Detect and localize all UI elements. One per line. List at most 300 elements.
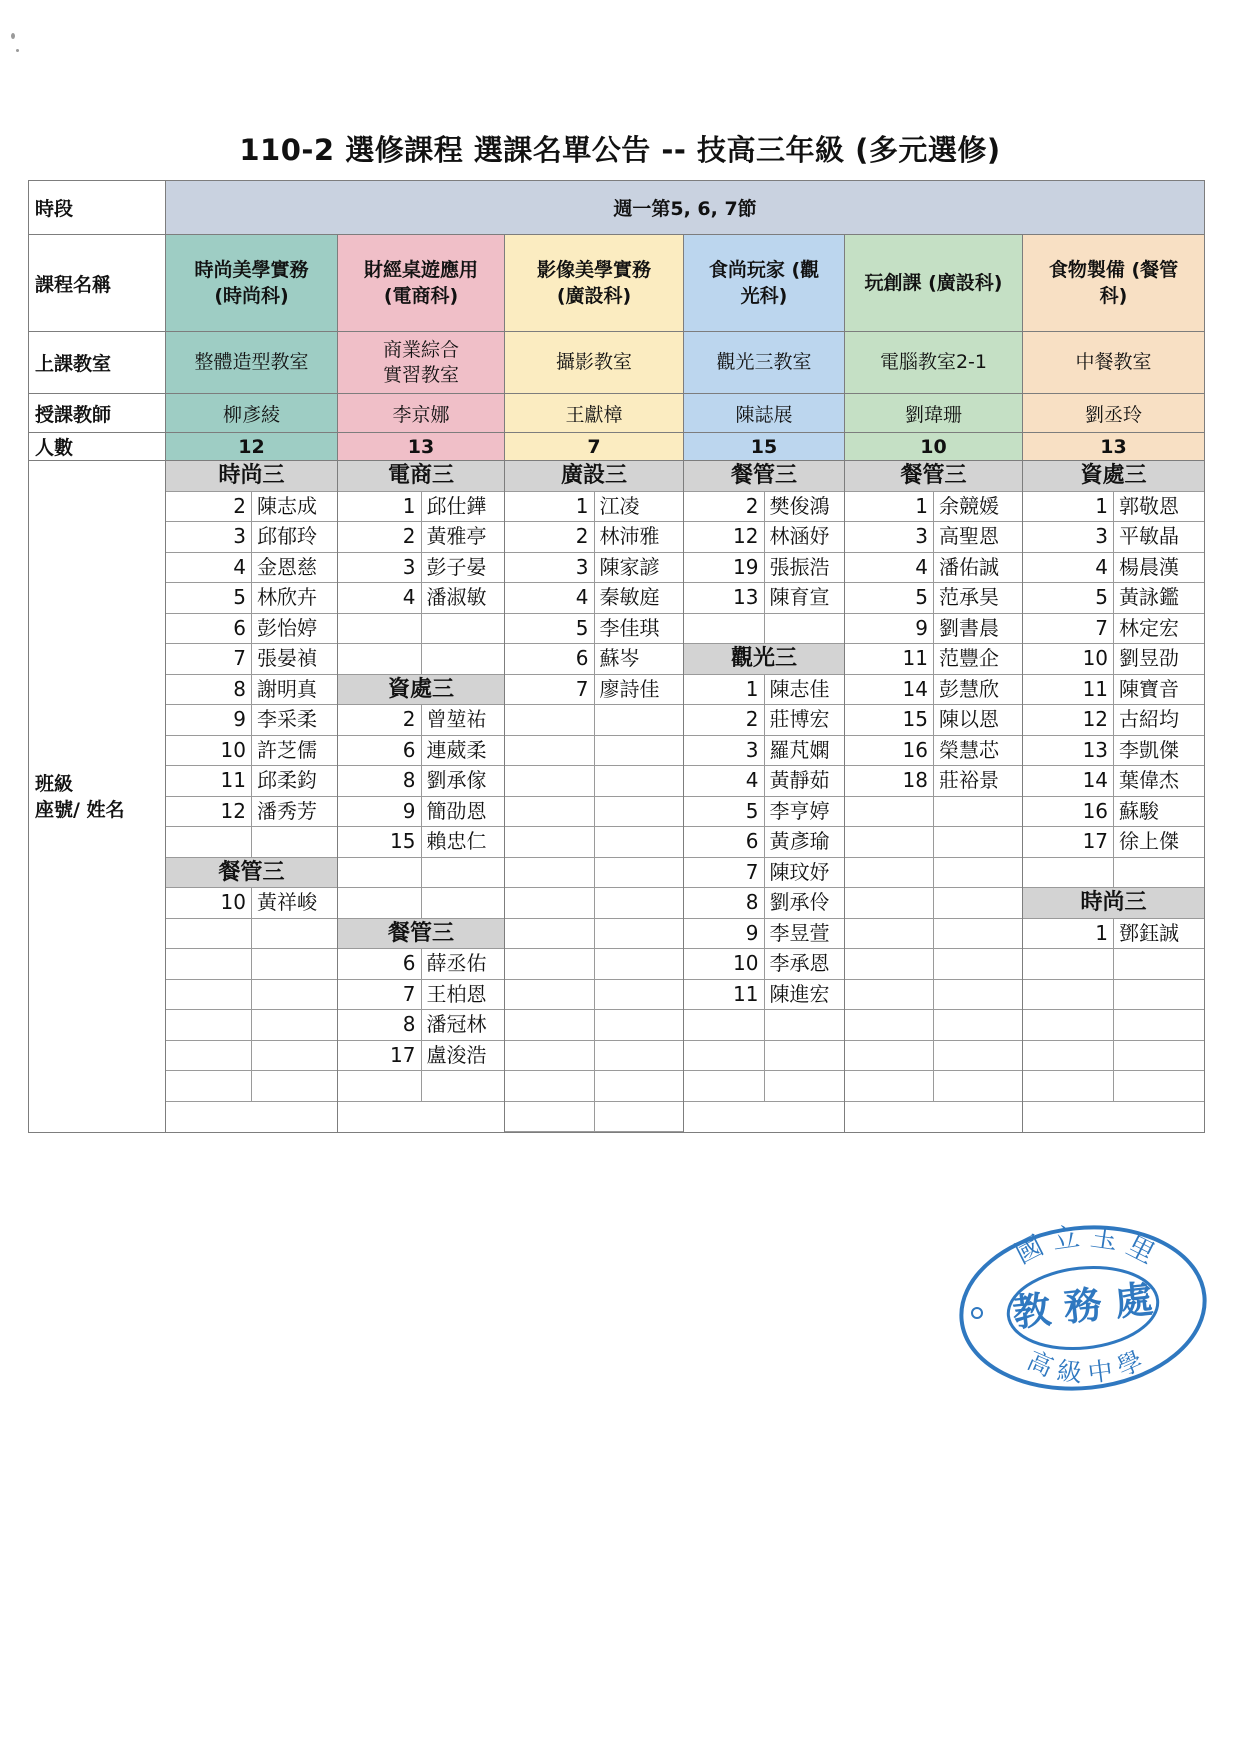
student-row <box>505 857 683 888</box>
student-row <box>166 1071 337 1102</box>
seat-number <box>505 1010 594 1041</box>
student-name: 潘冠林 <box>421 1010 504 1041</box>
seat-number: 1 <box>1023 491 1114 522</box>
course-name-4: 食尚玩家 (觀 光科) <box>684 235 845 332</box>
seat-number: 4 <box>1023 552 1114 583</box>
student-row <box>845 583 1022 614</box>
seat-number: 10 <box>166 888 252 919</box>
seat-number <box>505 766 594 797</box>
student-row <box>684 1071 844 1102</box>
student-name: 楊晨漢 <box>1114 552 1205 583</box>
seat-number: 3 <box>684 735 764 766</box>
student-name: 陳家諺 <box>594 552 683 583</box>
student-row <box>845 613 1022 644</box>
student-row <box>338 766 504 797</box>
student-name <box>594 888 683 919</box>
seat-number: 1 <box>1023 918 1114 949</box>
course-name-3: 影像美學實務 (廣設科) <box>505 235 684 332</box>
student-count-6: 13 <box>1023 433 1205 461</box>
student-row <box>684 491 844 522</box>
seat-number <box>338 888 421 919</box>
seat-number: 12 <box>166 796 252 827</box>
student-name: 陳玟妤 <box>764 857 844 888</box>
student-name <box>764 1071 844 1102</box>
seat-number: 9 <box>166 705 252 736</box>
seat-number <box>166 979 252 1010</box>
student-name: 曾堃祐 <box>421 705 504 736</box>
seat-number: 3 <box>505 552 594 583</box>
student-row <box>684 857 844 888</box>
student-name: 王柏恩 <box>421 979 504 1010</box>
seat-number <box>1023 1040 1114 1071</box>
student-row <box>845 644 1022 675</box>
student-name <box>934 888 1023 919</box>
student-row <box>845 827 1022 858</box>
student-row <box>845 979 1022 1010</box>
roster-column-1 <box>166 461 338 1133</box>
student-name <box>252 1071 338 1102</box>
roster-list <box>505 461 683 1132</box>
student-row <box>684 949 844 980</box>
student-name: 陳志成 <box>252 491 338 522</box>
student-row <box>1023 491 1204 522</box>
seat-number <box>845 857 934 888</box>
seat-number <box>166 1071 252 1102</box>
seat-number: 5 <box>1023 583 1114 614</box>
student-name: 簡劭恩 <box>421 796 504 827</box>
course-roster-table <box>28 180 1205 1133</box>
student-row <box>845 491 1022 522</box>
seat-number: 3 <box>166 522 252 553</box>
student-row <box>845 857 1022 888</box>
seat-number: 2 <box>684 491 764 522</box>
student-row <box>684 827 844 858</box>
student-name <box>594 1071 683 1102</box>
seat-number <box>1023 857 1114 888</box>
student-row <box>338 979 504 1010</box>
course-name-label: 課程名稱 <box>29 235 166 332</box>
roster-list <box>1023 461 1204 1102</box>
seat-number <box>845 827 934 858</box>
seat-number <box>845 918 934 949</box>
student-row <box>166 888 337 919</box>
student-name: 樊俊鴻 <box>764 491 844 522</box>
student-row <box>845 766 1022 797</box>
seat-number <box>505 918 594 949</box>
class-group-label: 時尚三 <box>1023 888 1204 919</box>
student-row <box>1023 766 1204 797</box>
student-name: 徐上傑 <box>1114 827 1205 858</box>
class-group-label: 時尚三 <box>166 461 337 491</box>
student-name <box>594 1010 683 1041</box>
student-name: 平敏晶 <box>1114 522 1205 553</box>
student-name <box>764 1010 844 1041</box>
student-row <box>338 583 504 614</box>
student-name <box>934 1010 1023 1041</box>
student-row <box>1023 827 1204 858</box>
student-row <box>1023 979 1204 1010</box>
seat-number: 2 <box>505 522 594 553</box>
student-row <box>1023 1040 1204 1071</box>
student-row <box>845 949 1022 980</box>
seat-number <box>845 1071 934 1102</box>
student-row <box>338 705 504 736</box>
student-row <box>166 674 337 705</box>
student-count-1: 12 <box>166 433 338 461</box>
student-row <box>1023 583 1204 614</box>
class-group-header <box>338 674 504 705</box>
seat-number <box>1023 949 1114 980</box>
student-row <box>338 1071 504 1102</box>
student-name: 莊裕景 <box>934 766 1023 797</box>
seat-number: 16 <box>1023 796 1114 827</box>
seat-number: 6 <box>338 735 421 766</box>
class-group-label: 餐管三 <box>166 857 337 888</box>
student-name: 江凌 <box>594 491 683 522</box>
student-name <box>594 979 683 1010</box>
student-row <box>166 583 337 614</box>
student-row <box>684 1040 844 1071</box>
seat-number: 1 <box>338 491 421 522</box>
student-name: 潘佑誠 <box>934 552 1023 583</box>
student-row <box>505 552 683 583</box>
student-count-5: 10 <box>845 433 1023 461</box>
student-name: 賴忠仁 <box>421 827 504 858</box>
roster-column-4 <box>684 461 845 1133</box>
seat-number: 7 <box>1023 613 1114 644</box>
class-group-label: 餐管三 <box>684 461 844 491</box>
student-row <box>1023 1071 1204 1102</box>
seat-number: 16 <box>845 735 934 766</box>
seat-number: 8 <box>684 888 764 919</box>
student-name: 陳進宏 <box>764 979 844 1010</box>
student-row <box>166 918 337 949</box>
seat-number: 18 <box>845 766 934 797</box>
student-name <box>1114 1010 1205 1041</box>
student-name <box>764 1040 844 1071</box>
classroom-1: 整體造型教室 <box>166 332 338 394</box>
student-row <box>166 1040 337 1071</box>
roster-list <box>845 461 1022 1102</box>
student-name <box>1114 1040 1205 1071</box>
student-name: 李凱傑 <box>1114 735 1205 766</box>
student-row <box>505 613 683 644</box>
seat-number: 4 <box>166 552 252 583</box>
student-name <box>934 918 1023 949</box>
class-group-label: 餐管三 <box>338 918 504 949</box>
student-name: 李亨婷 <box>764 796 844 827</box>
student-name <box>934 857 1023 888</box>
student-name <box>594 796 683 827</box>
student-row <box>338 522 504 553</box>
student-name <box>934 1071 1023 1102</box>
class-group-header <box>166 461 337 491</box>
roster-label: 班級 座號/ 姓名 <box>29 461 166 1133</box>
student-row <box>1023 1010 1204 1041</box>
scan-speck <box>11 33 15 39</box>
seat-number: 10 <box>684 949 764 980</box>
student-name <box>594 735 683 766</box>
period-row <box>29 181 1205 235</box>
student-count-2: 13 <box>338 433 505 461</box>
seat-number <box>505 949 594 980</box>
student-row <box>338 888 504 919</box>
student-row <box>845 674 1022 705</box>
student-row <box>505 949 683 980</box>
roster-list <box>684 461 844 1102</box>
roster-column-5 <box>845 461 1023 1133</box>
student-row <box>166 491 337 522</box>
student-name <box>252 1040 338 1071</box>
class-group-header <box>684 461 844 491</box>
class-group-header <box>845 461 1022 491</box>
seat-number: 14 <box>1023 766 1114 797</box>
student-name: 劉書晨 <box>934 613 1023 644</box>
student-row <box>684 552 844 583</box>
seat-number <box>1023 979 1114 1010</box>
student-row <box>166 827 337 858</box>
seat-number <box>338 857 421 888</box>
seat-number: 11 <box>845 644 934 675</box>
student-row <box>338 827 504 858</box>
course-name-row <box>29 235 1205 332</box>
seat-number: 8 <box>166 674 252 705</box>
student-name: 鄧鈺誠 <box>1114 918 1205 949</box>
seat-number <box>166 949 252 980</box>
student-row <box>505 1101 683 1132</box>
student-name: 連葳柔 <box>421 735 504 766</box>
student-row <box>338 735 504 766</box>
student-name: 邱仕鏵 <box>421 491 504 522</box>
seat-number: 4 <box>505 583 594 614</box>
seat-number: 7 <box>166 644 252 675</box>
class-group-header <box>166 857 337 888</box>
seat-number: 1 <box>505 491 594 522</box>
seat-number: 12 <box>684 522 764 553</box>
student-name <box>1114 949 1205 980</box>
student-name: 葉偉杰 <box>1114 766 1205 797</box>
seat-number: 9 <box>684 918 764 949</box>
student-row <box>505 735 683 766</box>
student-name <box>421 888 504 919</box>
student-name: 陳以恩 <box>934 705 1023 736</box>
student-name: 陳志佳 <box>764 674 844 705</box>
student-name: 廖詩佳 <box>594 674 683 705</box>
seat-number: 11 <box>166 766 252 797</box>
student-row <box>505 766 683 797</box>
student-name: 林沛雅 <box>594 522 683 553</box>
student-row <box>505 522 683 553</box>
roster-list <box>338 461 504 1102</box>
student-name: 李昱萱 <box>764 918 844 949</box>
seat-number: 7 <box>505 674 594 705</box>
student-name: 陳育宣 <box>764 583 844 614</box>
seat-number: 9 <box>845 613 934 644</box>
student-count-3: 7 <box>505 433 684 461</box>
student-name: 秦敏庭 <box>594 583 683 614</box>
seat-number <box>1023 1071 1114 1102</box>
student-name <box>934 796 1023 827</box>
student-row <box>505 827 683 858</box>
student-name: 薛丞佑 <box>421 949 504 980</box>
student-row <box>505 705 683 736</box>
student-row <box>1023 613 1204 644</box>
seat-number: 10 <box>166 735 252 766</box>
student-name: 邱郁玲 <box>252 522 338 553</box>
seat-number <box>505 735 594 766</box>
student-row <box>338 1010 504 1041</box>
student-row <box>684 522 844 553</box>
student-row <box>166 1010 337 1041</box>
student-row <box>845 796 1022 827</box>
class-group-header <box>338 461 504 491</box>
student-name: 黃靜茹 <box>764 766 844 797</box>
seat-number: 3 <box>338 552 421 583</box>
student-row <box>684 796 844 827</box>
student-name <box>594 1040 683 1071</box>
teacher-label: 授課教師 <box>29 394 166 433</box>
seat-number: 10 <box>1023 644 1114 675</box>
student-row <box>166 796 337 827</box>
student-name <box>594 857 683 888</box>
student-name: 榮慧芯 <box>934 735 1023 766</box>
seat-number: 11 <box>1023 674 1114 705</box>
classroom-2: 商業綜合 實習教室 <box>338 332 505 394</box>
student-name <box>594 949 683 980</box>
student-row <box>338 796 504 827</box>
student-row <box>845 1040 1022 1071</box>
classroom-row <box>29 332 1205 394</box>
class-group-label: 餐管三 <box>845 461 1022 491</box>
seat-number: 4 <box>845 552 934 583</box>
student-row <box>1023 796 1204 827</box>
student-row <box>684 918 844 949</box>
student-row <box>1023 735 1204 766</box>
seat-number <box>338 613 421 644</box>
student-row <box>1023 552 1204 583</box>
student-name: 謝明真 <box>252 674 338 705</box>
student-row <box>338 644 504 675</box>
seat-number <box>845 1010 934 1041</box>
scan-speck <box>16 49 19 52</box>
student-count-4: 15 <box>684 433 845 461</box>
course-name-2: 財經桌遊應用 (電商科) <box>338 235 505 332</box>
student-row <box>505 796 683 827</box>
stamp-center-text: 教 務 處 <box>1010 1275 1155 1336</box>
seat-number: 9 <box>338 796 421 827</box>
seat-number: 15 <box>845 705 934 736</box>
seat-number: 2 <box>166 491 252 522</box>
seat-number <box>684 1040 764 1071</box>
student-name: 陳寶音 <box>1114 674 1205 705</box>
student-name: 潘秀芳 <box>252 796 338 827</box>
count-label: 人數 <box>29 433 166 461</box>
student-name: 黃詠鑑 <box>1114 583 1205 614</box>
student-name <box>1114 979 1205 1010</box>
student-row <box>166 552 337 583</box>
student-name: 黃祥峻 <box>252 888 338 919</box>
student-row <box>845 705 1022 736</box>
teacher-5: 劉瑋珊 <box>845 394 1023 433</box>
seat-number: 6 <box>338 949 421 980</box>
seat-number: 13 <box>1023 735 1114 766</box>
seat-number <box>845 888 934 919</box>
seat-number <box>338 644 421 675</box>
student-name: 黃雅亭 <box>421 522 504 553</box>
student-name: 李采柔 <box>252 705 338 736</box>
student-name: 黃彥瑜 <box>764 827 844 858</box>
student-name <box>421 1071 504 1102</box>
student-row <box>166 766 337 797</box>
student-name: 許芝儒 <box>252 735 338 766</box>
student-row <box>684 888 844 919</box>
student-row <box>684 979 844 1010</box>
seat-number <box>845 1040 934 1071</box>
student-name: 林欣卉 <box>252 583 338 614</box>
seat-number <box>684 1071 764 1102</box>
roster-column-3 <box>505 461 684 1133</box>
student-row <box>166 735 337 766</box>
student-name <box>934 1040 1023 1071</box>
student-name: 范承昊 <box>934 583 1023 614</box>
student-name <box>934 979 1023 1010</box>
stamp-top-text: 國 立 玉 里 <box>1010 1221 1160 1271</box>
student-row <box>684 705 844 736</box>
seat-number <box>505 705 594 736</box>
class-group-label: 廣設三 <box>505 461 683 491</box>
student-name <box>1114 857 1205 888</box>
student-name <box>594 827 683 858</box>
student-name <box>594 766 683 797</box>
office-seal-stamp <box>955 1218 1210 1393</box>
student-name <box>252 949 338 980</box>
student-row <box>166 613 337 644</box>
student-name: 潘淑敏 <box>421 583 504 614</box>
student-row <box>505 1040 683 1071</box>
roster-column-6 <box>1023 461 1205 1133</box>
student-row <box>505 918 683 949</box>
seat-number: 5 <box>505 613 594 644</box>
student-row <box>845 888 1022 919</box>
teacher-row <box>29 394 1205 433</box>
roster-row <box>29 461 1205 1133</box>
seat-number <box>505 796 594 827</box>
seat-number <box>684 613 764 644</box>
student-name: 李佳琪 <box>594 613 683 644</box>
student-name: 張晏禎 <box>252 644 338 675</box>
student-row <box>845 1010 1022 1041</box>
teacher-4: 陳誌展 <box>684 394 845 433</box>
student-name: 劉承伶 <box>764 888 844 919</box>
student-name: 林涵妤 <box>764 522 844 553</box>
student-row <box>684 735 844 766</box>
student-name: 古紹均 <box>1114 705 1205 736</box>
student-row <box>338 949 504 980</box>
seat-number: 5 <box>166 583 252 614</box>
seat-number <box>1023 1010 1114 1041</box>
seat-number <box>684 1010 764 1041</box>
seat-number: 7 <box>338 979 421 1010</box>
seat-number <box>338 1071 421 1102</box>
student-row <box>1023 644 1204 675</box>
student-name: 盧浚浩 <box>421 1040 504 1071</box>
seat-number: 7 <box>684 857 764 888</box>
student-row <box>1023 705 1204 736</box>
seat-number: 17 <box>338 1040 421 1071</box>
classroom-4: 觀光三教室 <box>684 332 845 394</box>
seat-number <box>505 1101 594 1132</box>
student-row <box>1023 522 1204 553</box>
